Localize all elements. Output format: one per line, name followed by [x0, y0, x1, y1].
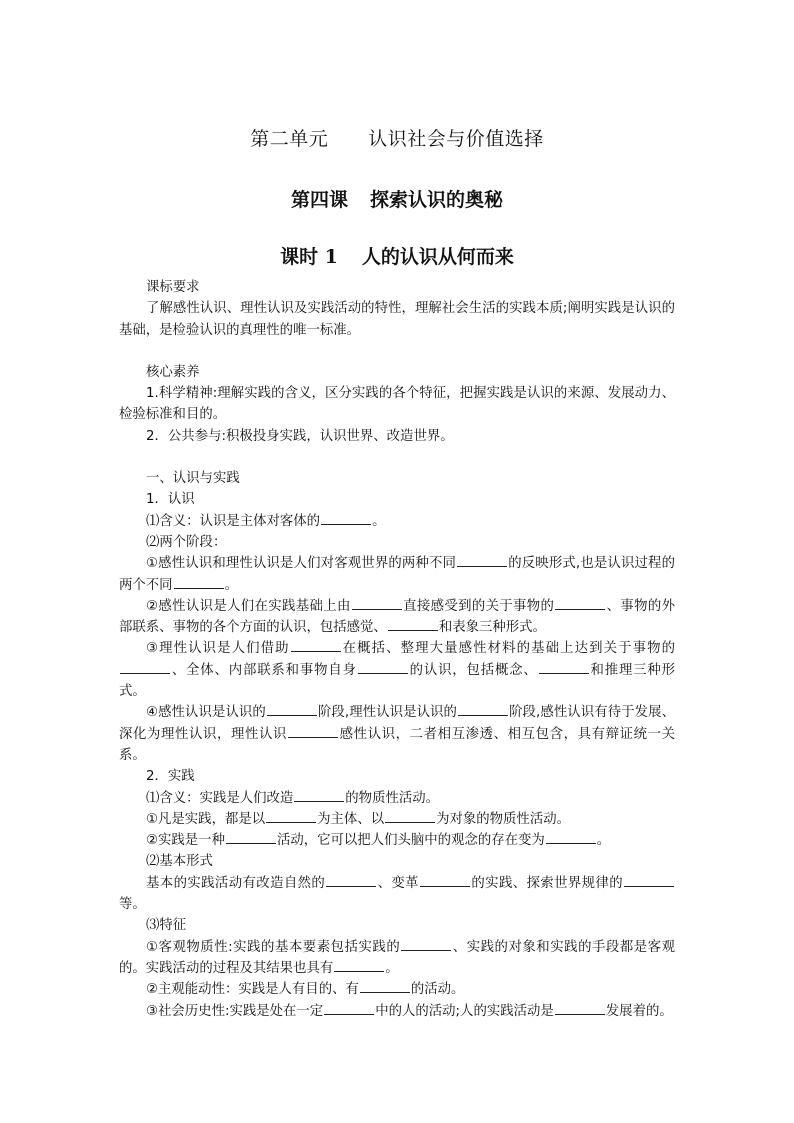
fill-blank[interactable] — [360, 979, 410, 993]
fill-blank[interactable] — [388, 617, 438, 631]
practice-features-heading: ⑶特征 — [146, 918, 187, 934]
unit-number: 第二单元 — [250, 128, 329, 150]
fill-blank[interactable] — [288, 724, 338, 738]
practice-forms-heading: ⑵基本形式 — [146, 854, 213, 870]
period-number: 课时 1 — [280, 246, 338, 268]
unit-name: 认识社会与价值选择 — [368, 128, 544, 150]
practice-point-2: ②实践是一种 活动，它可以把人们头脑中的观念的存在变为 。 — [119, 830, 675, 851]
cognition-point-3: ③理性认识是人们借助 在概括、整理大量感性材料的基础上达到关于事物的、全体、内部联系和事物自身 的认识，包括概念、 和推理三种形式。 — [119, 638, 675, 702]
cognition-stages-heading: ⑵两个阶段： — [146, 534, 227, 550]
practice-feature-1: ①客观物质性:实践的基本要素包括实践的 、实践的对象和实践的手段都是客观的。实践活动的过程及其结果也具有 。 — [119, 937, 675, 980]
literacy-heading: 核心素养 — [146, 364, 200, 380]
literacy-item-2: 2．公共参与:积极投身实践，认识世界、改造世界。 — [146, 428, 454, 444]
fill-blank[interactable] — [420, 873, 470, 887]
fill-blank[interactable] — [326, 873, 376, 887]
practice-feature-2: ②主观能动性：实践是人有目的、有 的活动。 — [119, 979, 675, 1000]
fill-blank[interactable] — [555, 1001, 605, 1015]
fill-blank[interactable] — [385, 809, 435, 823]
practice-point-1: ①凡是实践，都是以 为主体、以 为对象的物质性活动。 — [119, 809, 675, 830]
subsection-heading-practice: 2．实践 — [146, 769, 195, 785]
section-heading: 一、认识与实践 — [146, 471, 240, 487]
fill-blank[interactable] — [401, 937, 451, 951]
lesson-title — [0, 185, 794, 212]
cognition-point-4: ④感性认识是认识的 阶段,理性认识是认识的 阶段,感性认识有待于发展、深化为理性认识，理性认识 感性认识，二者相互渗透、相互包含，具有辩证统一关系。 — [119, 702, 675, 766]
cognition-definition: ⑴含义：认识是主体对客体的 。 — [119, 511, 675, 532]
fill-blank[interactable] — [294, 788, 344, 802]
fill-blank[interactable] — [358, 660, 408, 674]
unit-title — [0, 124, 794, 151]
fill-blank[interactable] — [226, 830, 276, 844]
fill-blank[interactable] — [539, 660, 589, 674]
subsection-heading-cognition: 1．认识 — [146, 492, 195, 508]
fill-blank[interactable] — [624, 873, 674, 887]
practice-definition: ⑴含义：实践是人们改造 的物质性活动。 — [119, 788, 675, 809]
fill-blank[interactable] — [321, 511, 371, 525]
fill-blank[interactable] — [555, 596, 605, 610]
lesson-name: 探索认识的奥秘 — [370, 189, 504, 211]
fill-blank[interactable] — [334, 958, 384, 972]
fill-blank[interactable] — [120, 660, 170, 674]
fill-blank[interactable] — [266, 809, 316, 823]
literacy-item-1: 1.科学精神:理解实践的含义，区分实践的各个特征，把握实践是认识的来源、发展动力、检验标准和目的。 — [119, 386, 675, 423]
standards-heading: 课标要求 — [146, 280, 200, 295]
fill-blank[interactable] — [546, 830, 596, 844]
period-title — [0, 242, 794, 269]
lesson-number: 第四课 — [290, 189, 348, 211]
fill-blank[interactable] — [457, 553, 507, 567]
standards-text: 了解感性认识、理性认识及实践活动的特性，理解社会生活的实践本质;阐明实践是认识的基础，是检验认识的真理性的唯一标准。 — [119, 301, 675, 338]
fill-blank[interactable] — [458, 702, 508, 716]
practice-feature-3: ③社会历史性:实践是处在一定 中的人的活动;人的实践活动是 发展着的。 — [119, 1001, 675, 1022]
practice-forms-text: 基本的实践活动有改造自然的 、变革 的实践、探索世界规律的等。 — [119, 873, 675, 916]
cognition-point-2: ②感性认识是人们在实践基础上由 直接感受到的关于事物的 、事物的外部联系、事物的各个方面的认识，包括感觉、 和表象三种形式。 — [119, 596, 675, 639]
fill-blank[interactable] — [267, 702, 317, 716]
period-name: 人的认识从何而来 — [361, 246, 514, 268]
fill-blank[interactable] — [352, 596, 402, 610]
fill-blank[interactable] — [291, 638, 341, 652]
fill-blank[interactable] — [324, 1001, 374, 1015]
cognition-point-1: ①感性认识和理性认识是人们对客观世界的两种不同 的反映形式,也是认识过程的两个不同 。 — [119, 553, 675, 596]
fill-blank[interactable] — [174, 575, 224, 589]
document-body — [119, 277, 675, 1022]
